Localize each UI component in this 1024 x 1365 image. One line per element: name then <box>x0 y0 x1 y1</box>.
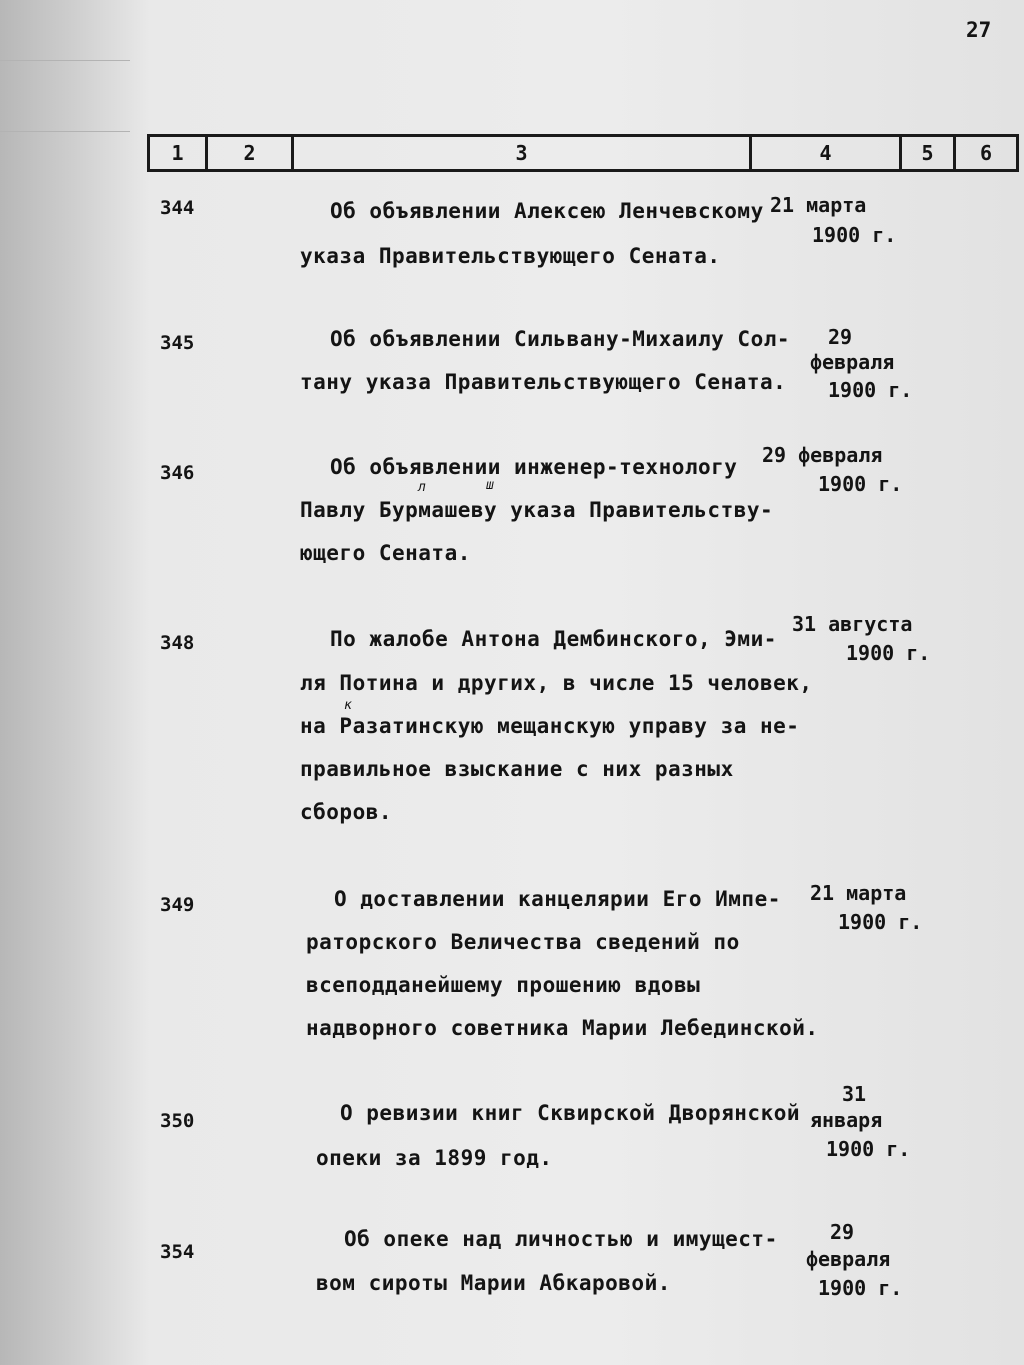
header-col-5: 5 <box>902 137 956 169</box>
entry-text-line: Об объявлении Алексею Ленчевскому <box>330 199 764 223</box>
entry-number: 350 <box>160 1110 195 1132</box>
entry-text-line: Об объявлении инженер-технологу <box>330 455 738 479</box>
table-header <box>147 134 1019 172</box>
entry-date-line: февраля <box>810 350 895 374</box>
handwritten-correction: к <box>344 698 352 713</box>
entry-number: 345 <box>160 332 195 354</box>
entry-date-line: 1900 г. <box>812 223 897 247</box>
entry-date-line: 1900 г. <box>828 378 913 402</box>
handwritten-correction: л <box>418 480 426 495</box>
entry-date-line: 29 <box>830 1220 855 1244</box>
entry-date-line: 21 марта <box>810 881 907 905</box>
entry-date-line: 1900 г. <box>818 472 903 496</box>
entry-text-line: Об объявлении Сильвану-Михаилу Сол- <box>330 327 791 351</box>
entry-date-line: 1900 г. <box>838 910 923 934</box>
header-col-4: 4 <box>752 137 902 169</box>
entry-text-line: надворного советника Марии Лебединской. <box>306 1016 819 1040</box>
header-col-1: 1 <box>150 137 208 169</box>
header-col-6: 6 <box>979 141 993 165</box>
entry-date-line: 31 августа <box>792 612 913 636</box>
entry-text-line: ля Потина и других, в числе 15 человек, <box>300 671 813 695</box>
entry-date-line: 29 <box>828 325 853 349</box>
entry-text-line: вом сироты Марии Абкаровой. <box>316 1271 671 1295</box>
entry-text-line: указа Правительствующего Сената. <box>300 244 721 268</box>
header-col-2: 2 <box>208 137 294 169</box>
entry-number: 344 <box>160 197 195 219</box>
entry-text-line: сборов. <box>300 800 393 824</box>
entry-date-line: 1900 г. <box>846 641 931 665</box>
page-number: 27 <box>966 18 992 42</box>
entry-number: 348 <box>160 632 195 654</box>
header-col-3: 3 <box>294 137 752 169</box>
entry-date-line: 1900 г. <box>818 1276 903 1300</box>
handwritten-correction: ш <box>486 478 494 493</box>
entry-date-line: января <box>810 1108 883 1132</box>
entry-text-line: ющего Сената. <box>300 541 471 565</box>
entry-text-line: опеки за 1899 год. <box>316 1146 553 1170</box>
entry-date-line: 29 февраля <box>762 443 883 467</box>
entry-text-line: О доставлении канцелярии Его Импе- <box>334 887 781 911</box>
entry-text-line: По жалобе Антона Дембинского, Эми- <box>330 627 777 651</box>
entry-text-line: Об опеке над личностью и имущест- <box>344 1227 778 1251</box>
entry-text-line: правильное взыскание с них разных <box>300 757 734 781</box>
entry-number: 346 <box>160 462 195 484</box>
entry-date-line: февраля <box>806 1247 891 1271</box>
entry-number: 349 <box>160 894 195 916</box>
entry-text-line: всеподданейшему прошению вдовы <box>306 973 701 997</box>
entry-text-line: тану указа Правительствующего Сената. <box>300 370 787 394</box>
entry-text-line: на Разатинскую мещанскую управу за не- <box>300 714 800 738</box>
entry-text-line: О ревизии книг Сквирской Дворянской <box>340 1101 801 1125</box>
entry-number: 354 <box>160 1241 195 1263</box>
entry-date-line: 31 <box>842 1082 867 1106</box>
entry-text-line: раторского Величества сведений по <box>306 930 740 954</box>
entry-date-line: 21 марта <box>770 193 867 217</box>
entry-text-line: Павлу Бурмашеву указа Правительству- <box>300 498 774 522</box>
entry-date-line: 1900 г. <box>826 1137 911 1161</box>
margin-ruling <box>0 60 130 132</box>
